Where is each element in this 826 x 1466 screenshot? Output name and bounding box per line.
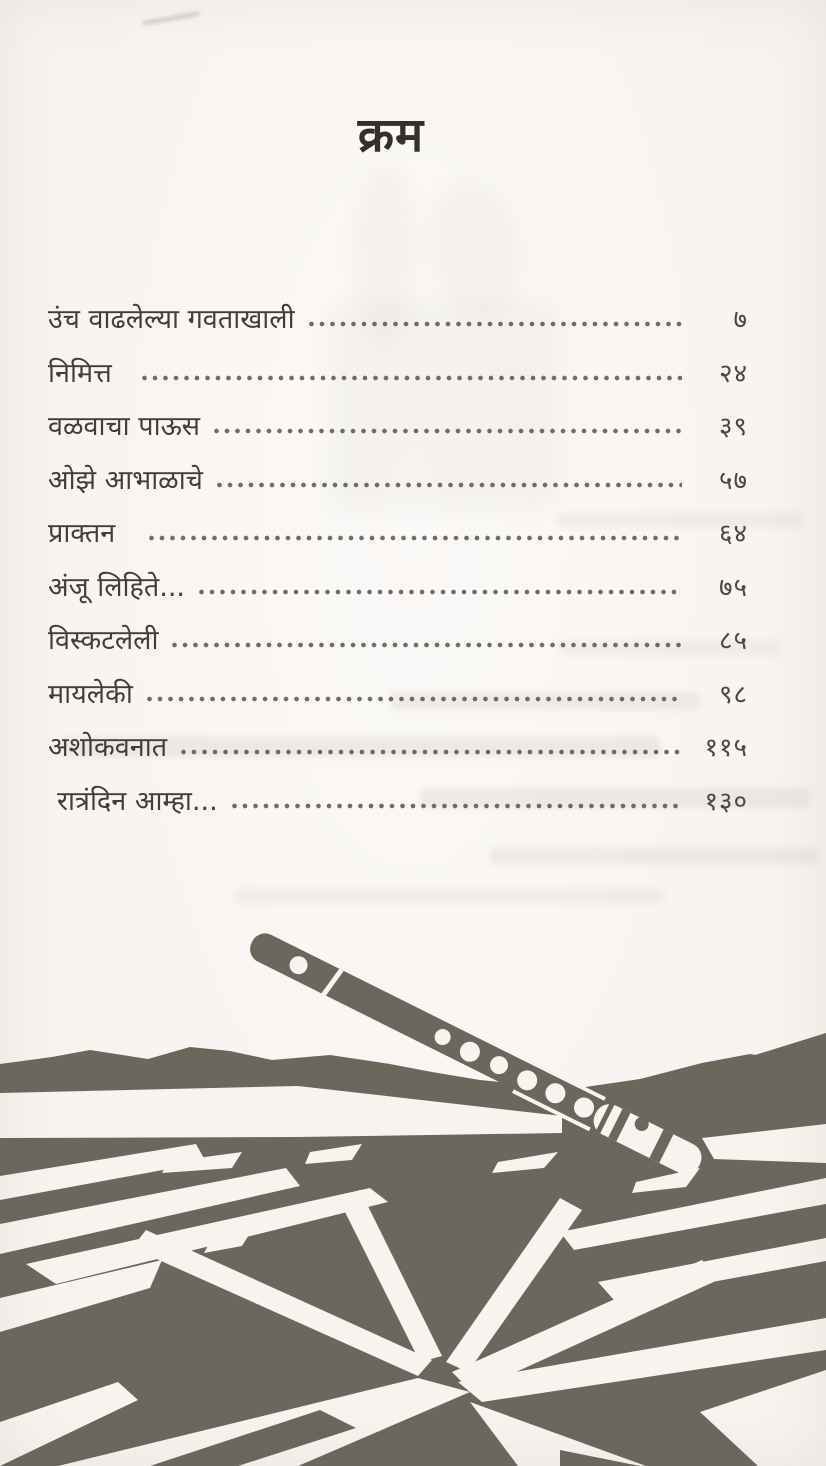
toc-entry xyxy=(48,464,748,496)
dotted-leader xyxy=(142,375,682,381)
dotted-leader xyxy=(214,428,682,434)
toc-entry-title: विस्कटलेली xyxy=(48,625,159,656)
toc-entry-page: ८५ xyxy=(718,626,748,656)
toc-entry-title: मायलेकी xyxy=(48,678,133,710)
dotted-leader xyxy=(232,803,682,809)
toc-entry-title: अशोकवनात xyxy=(48,732,168,763)
toc-entry-title: वळवाचा पाऊस xyxy=(48,411,201,442)
toc-entry-page: ७५ xyxy=(718,572,748,603)
toc-entry xyxy=(48,734,748,761)
toc-entry-page: ३९ xyxy=(718,412,748,442)
toc-entry-title: रात्रंदिन आम्हा... xyxy=(57,785,218,817)
toc-entry xyxy=(48,306,748,333)
dotted-leader xyxy=(309,321,682,327)
toc-entry-page: ६४ xyxy=(718,519,748,549)
toc-entry xyxy=(48,678,748,710)
bleed-through-text xyxy=(235,888,665,904)
toc-entry-title: उंच वाढलेल्या गवताखाली xyxy=(48,304,295,335)
toc-entry xyxy=(48,785,748,817)
toc-entry-title: प्राक्तन xyxy=(48,518,116,549)
toc-entry-page: १३० xyxy=(704,786,748,817)
bleed-through-plant xyxy=(419,173,532,327)
page-title: क्रम xyxy=(357,108,425,163)
dotted-leader xyxy=(181,749,682,755)
toc-entry xyxy=(48,520,748,547)
toc-entry xyxy=(48,571,748,603)
toc-entry xyxy=(48,413,748,440)
dotted-leader xyxy=(172,642,682,648)
flute-on-grass-illustration xyxy=(0,930,826,1466)
toc-entry-page: ७ xyxy=(733,305,748,335)
scan-smudge xyxy=(142,11,200,26)
dotted-leader xyxy=(147,696,682,702)
toc-entry xyxy=(48,357,748,389)
dotted-leader xyxy=(217,482,682,488)
toc-entry-title: निमित्त xyxy=(48,357,112,389)
dotted-leader xyxy=(149,535,682,541)
table-of-contents xyxy=(0,306,826,841)
toc-entry-page: ९८ xyxy=(718,679,748,710)
toc-entry-title: अंजू लिहिते... xyxy=(48,571,186,603)
bleed-through-text xyxy=(490,847,820,865)
toc-entry-title: ओझे आभाळाचे xyxy=(48,464,203,496)
toc-entry-page: ५७ xyxy=(718,465,748,496)
toc-entry-page: २४ xyxy=(718,358,748,389)
dotted-leader xyxy=(199,589,682,595)
toc-entry xyxy=(48,627,748,654)
toc-entry-page: ११५ xyxy=(704,733,748,763)
